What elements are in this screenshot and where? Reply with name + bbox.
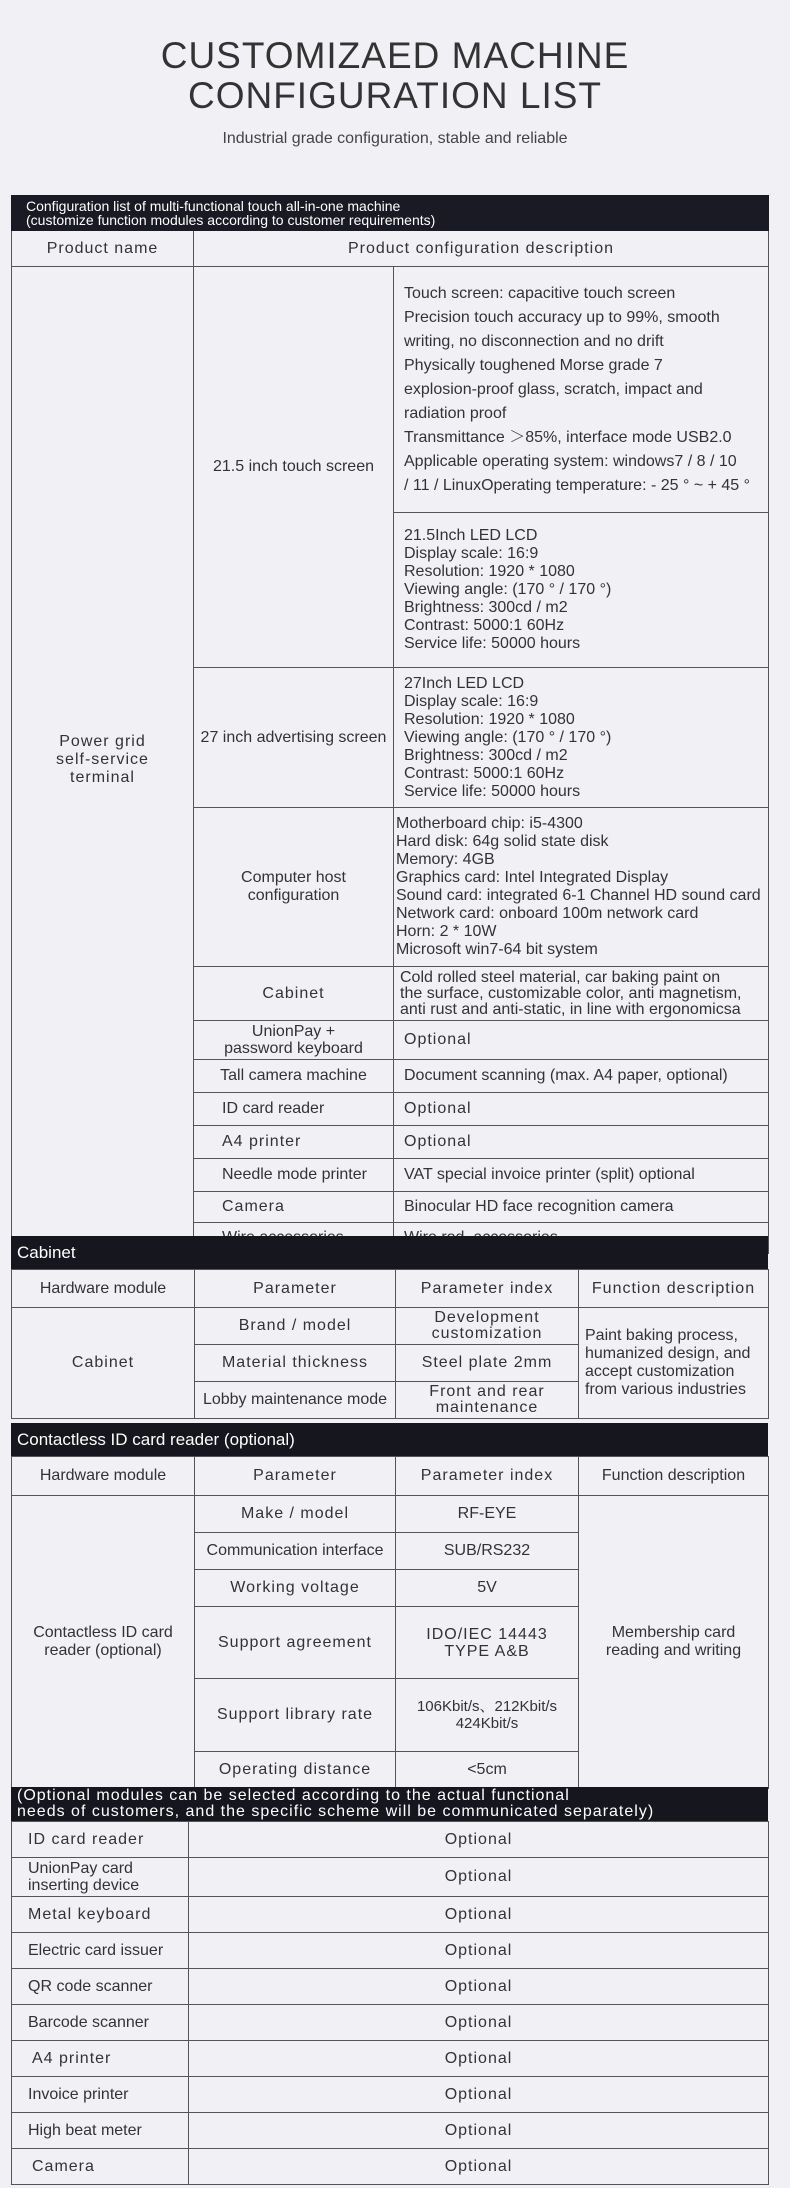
cabinet-col-function: Function description xyxy=(579,1270,769,1308)
row-desc: 21.5Inch LED LCD Display scale: 16:9 Resolution: 1920 * 1080 Viewing angle: (170 ° / 170 °) Brightness: 300cd / m2 Contrast: 5000:1 60Hz Service life: 50000 hours xyxy=(394,513,769,668)
row-desc: Motherboard chip: i5-4300 Hard disk: 64g solid state disk Memory: 4GB Graphics card: Intel Integrated Display Sound card: integrated 6-1 Channel HD sound card Network card: onboard 100m network card Horn: 2 * 10W Microsoft win7-64 bit system xyxy=(394,808,769,967)
row-name: Camera xyxy=(194,1192,394,1223)
row-desc: VAT special invoice printer (split) optional xyxy=(394,1159,769,1192)
idcard-col-module: Hardware module xyxy=(12,1457,195,1496)
idcard-param: Communication interface xyxy=(195,1533,396,1570)
optional-name: Metal keyboard xyxy=(12,1897,189,1933)
optional-name: Electric card issuer xyxy=(12,1933,189,1969)
row-name: Tall camera machine xyxy=(194,1060,394,1093)
idcard-bar-label: Contactless ID card reader (optional) xyxy=(17,1429,295,1449)
config-section xyxy=(11,195,768,1254)
cabinet-index: Development customization xyxy=(396,1308,579,1345)
optional-table xyxy=(11,1821,769,2185)
optional-value: Optional xyxy=(189,1933,769,1969)
product-name: Power grid self-service terminal xyxy=(12,267,194,1254)
cabinet-col-index: Parameter index xyxy=(396,1270,579,1308)
row-name: ID card reader xyxy=(194,1093,394,1126)
cabinet-function: Paint baking process, humanized design, and accept customization from various industries xyxy=(579,1308,769,1419)
cabinet-col-module: Hardware module xyxy=(12,1270,195,1308)
optional-value: Optional xyxy=(189,1897,769,1933)
page-title xyxy=(0,36,790,116)
idcard-param: Support agreement xyxy=(195,1607,396,1679)
page-subtitle: Industrial grade configuration, stable and reliable xyxy=(222,130,568,147)
cabinet-index: Steel plate 2mm xyxy=(396,1345,579,1382)
optional-value: Optional xyxy=(189,2149,769,2185)
row-desc: Binocular HD face recognition camera xyxy=(394,1192,769,1223)
optional-bar-line-1: (Optional modules can be selected according to the actual functional xyxy=(17,1787,570,1804)
optional-bar-text xyxy=(17,1788,654,1820)
idcard-index: 106Kbit/s、212Kbit/s 424Kbit/s xyxy=(396,1679,579,1752)
idcard-index: IDO/IEC 14443 TYPE A&B xyxy=(396,1607,579,1679)
cabinet-param: Brand / model xyxy=(195,1308,396,1345)
idcard-module: Contactless ID card reader (optional) xyxy=(12,1496,195,1789)
idcard-index: <5cm xyxy=(396,1752,579,1789)
optional-value: Optional xyxy=(189,2113,769,2149)
row-desc: 27Inch LED LCD Display scale: 16:9 Resolution: 1920 * 1080 Viewing angle: (170 ° / 170 °) Brightness: 300cd / m2 Contrast: 5000:1 60Hz Service life: 50000 hours xyxy=(394,668,769,808)
optional-value: Optional xyxy=(189,1822,769,1858)
idcard-index: 5V xyxy=(396,1570,579,1607)
optional-name: UnionPay card inserting device xyxy=(12,1858,189,1897)
idcard-col-function: Function description xyxy=(579,1457,769,1496)
optional-name: ID card reader xyxy=(12,1822,189,1858)
config-header xyxy=(12,196,769,231)
col-product-name: Product name xyxy=(12,231,194,267)
title-line-2: CONFIGURATION LIST xyxy=(187,75,603,116)
title-line-1: CUSTOMIZAED MACHINE xyxy=(160,35,630,76)
optional-name: High beat meter xyxy=(12,2113,189,2149)
optional-name: Camera xyxy=(12,2149,189,2185)
cabinet-col-param: Parameter xyxy=(195,1270,396,1308)
row-desc: Optional xyxy=(394,1126,769,1159)
row-name: Needle mode printer xyxy=(194,1159,394,1192)
idcard-index: SUB/RS232 xyxy=(396,1533,579,1570)
cabinet-bar-label: Cabinet xyxy=(17,1242,76,1262)
row-desc: Optional xyxy=(394,1021,769,1060)
cabinet-module: Cabinet xyxy=(12,1308,195,1419)
config-header-line-2: (customize function modules according to customer requirements) xyxy=(26,212,436,228)
config-header-line-1: Configuration list of multi-functional touch all-in-one machine xyxy=(26,198,401,214)
row-desc: Touch screen: capacitive touch screen Precision touch accuracy up to 99%, smooth writing, no disconnection and no drift Physically toughened Morse grade 7 explosion-proof glass, scratch, impact and radiation proof Transmittance ＞85%, interface mode USB2.0 Applicable operating system: windows7 / 8 / 10 / 11 / LinuxOperating temperature: - 25 ° ~ + 45 ° xyxy=(394,267,769,513)
optional-value: Optional xyxy=(189,1858,769,1897)
optional-section xyxy=(11,1821,768,2185)
idcard-section xyxy=(11,1456,768,1789)
optional-bar xyxy=(11,1787,768,1821)
row-desc: Document scanning (max. A4 paper, optional) xyxy=(394,1060,769,1093)
idcard-col-param: Parameter xyxy=(195,1457,396,1496)
optional-name: Invoice printer xyxy=(12,2077,189,2113)
idcard-table xyxy=(11,1456,769,1789)
cabinet-param: Lobby maintenance mode xyxy=(195,1382,396,1419)
idcard-bar xyxy=(11,1423,768,1456)
row-name: Cabinet xyxy=(194,967,394,1021)
optional-value: Optional xyxy=(189,1969,769,2005)
row-name: A4 printer xyxy=(194,1126,394,1159)
idcard-function: Membership card reading and writing xyxy=(579,1496,769,1789)
cabinet-bar xyxy=(11,1236,768,1269)
row-name: UnionPay + password keyboard xyxy=(194,1021,394,1060)
optional-bar-line-2: needs of customers, and the specific scheme will be communicated separately) xyxy=(17,1803,655,1820)
config-table xyxy=(11,195,769,1254)
optional-name: QR code scanner xyxy=(12,1969,189,2005)
row-name: 21.5 inch touch screen xyxy=(194,267,394,668)
optional-name: Barcode scanner xyxy=(12,2005,189,2041)
cabinet-index: Front and rear maintenance xyxy=(396,1382,579,1419)
idcard-param: Support library rate xyxy=(195,1679,396,1752)
optional-value: Optional xyxy=(189,2005,769,2041)
idcard-param: Make / model xyxy=(195,1496,396,1533)
idcard-col-index: Parameter index xyxy=(396,1457,579,1496)
row-desc: Cold rolled steel material, car baking paint on the surface, customizable color, anti magnetism, anti rust and anti-static, in line with ergonomicsa xyxy=(394,967,769,1021)
optional-name: A4 printer xyxy=(12,2041,189,2077)
idcard-param: Operating distance xyxy=(195,1752,396,1789)
idcard-index: RF-EYE xyxy=(396,1496,579,1533)
cabinet-table xyxy=(11,1269,769,1419)
row-name: 27 inch advertising screen xyxy=(194,668,394,808)
col-product-config: Product configuration description xyxy=(194,231,769,267)
optional-value: Optional xyxy=(189,2077,769,2113)
optional-value: Optional xyxy=(189,2041,769,2077)
row-name: Computer host configuration xyxy=(194,808,394,967)
row-desc: Optional xyxy=(394,1093,769,1126)
cabinet-section xyxy=(11,1269,768,1419)
idcard-param: Working voltage xyxy=(195,1570,396,1607)
cabinet-param: Material thickness xyxy=(195,1345,396,1382)
